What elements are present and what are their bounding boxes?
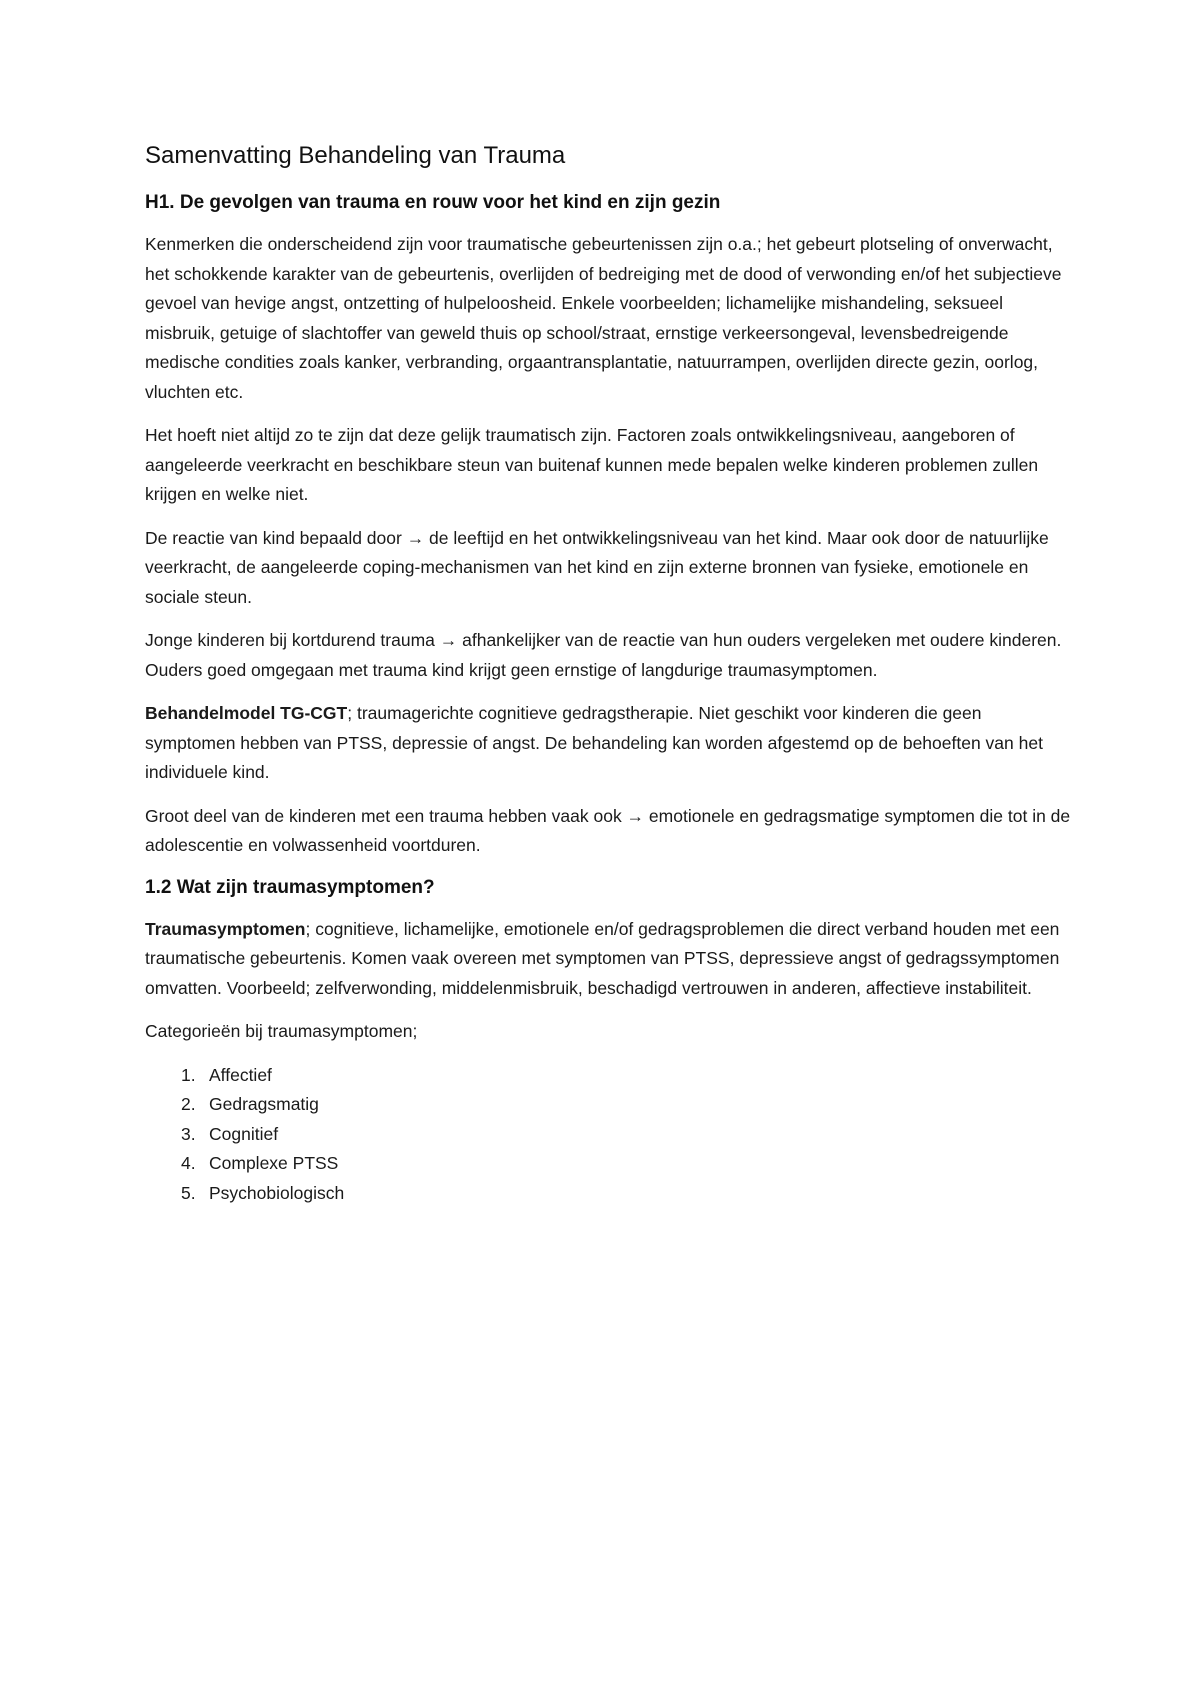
document-page	[145, 140, 1075, 1208]
list-item-label: Gedragsmatig	[209, 1094, 319, 1114]
paragraph-groot-deel: Groot deel van de kinderen met een trauma hebben vaak ook → emotionele en gedragsmatige symptomen die tot in de adolescentie en volwassenheid voortduren.	[145, 805, 1071, 855]
paragraph-factoren: Het hoeft niet altijd zo te zijn dat deze gelijk traumatisch zijn. Factoren zoals ontwikkelingsniveau, aangeboren of aangeleerde veerkracht en beschikbare steun van buitenaf kunnen mede bepalen welke kinderen problemen zullen krijgen en welke niet.	[145, 425, 1039, 504]
paragraph-reactie: De reactie van kind bepaald door → de leeftijd en het ontwikkelingsniveau van het kind. Maar ook door de natuurlijke veerkracht, de aangeleerde coping-mechanismen van het kind en zijn externe bronnen van fysieke, emotionele en sociale steun.	[145, 527, 1049, 607]
list-item-number: 3.	[181, 1123, 196, 1144]
list-item	[145, 1179, 1075, 1209]
list-item-label: Cognitief	[209, 1123, 279, 1144]
paragraph-categorieen: Categorieën bij traumasymptomen;	[145, 1021, 418, 1041]
list-item-label: Psychobiologisch	[209, 1182, 345, 1203]
paragraph-traumasymptomen	[145, 915, 1075, 1004]
paragraph-kenmerken: Kenmerken die onderscheidend zijn voor traumatische gebeurtenissen zijn o.a.; het gebeurt plotseling of onverwacht, het schokkende karakter van de gebeurtenis, overlijden of bedreiging met de dood of verwonding en/of het subjectieve gevoel van hevige angst, ontzetting of hulpeloosheid. Enkele voorbeelden; lichamelijke mishandeling, seksueel misbruik, getuige of slachtoffer van geweld thuis op school/straat, ernstige verkeersongeval, levensbedreigende medische condities zoals kanker, verbranding, orgaantransplantatie, natuurrampen, overlijden directe gezin, oorlog, vluchten etc.	[145, 234, 1062, 402]
categories-list	[145, 1061, 1075, 1209]
list-item	[145, 1090, 1075, 1120]
paragraph-traumasymptomen-text: ; cognitieve, lichamelijke, emotionele en/of gedragsproblemen die direct verband houden met een traumatische gebeurtenis. Komen vaak overeen met symptomen van PTSS, depressieve angst of gedragssymptomen omvatten. Voorbeeld; zelfverwonding, middelenmisbruik, beschadigd vertrouwen in anderen, affectieve instabiliteit.	[145, 918, 1060, 998]
list-item-number: 2.	[181, 1094, 196, 1114]
section-heading-h1: H1. De gevolgen van trauma en rouw voor het kind en zijn gezin	[145, 192, 721, 213]
paragraph-jonge-kinderen: Jonge kinderen bij kortdurend trauma → afhankelijker van de reactie van hun ouders vergeleken met oudere kinderen. Ouders goed omgegaan met trauma kind krijgt geen ernstige of langdurige traumasymptomen.	[145, 630, 1062, 680]
paragraph-behandelmodel-text: ; traumagerichte cognitieve gedragstherapie. Niet geschikt voor kinderen die geen symptomen hebben van PTSS, depressie of angst. De behandeling kan worden afgestemd op de behoeften van het individuele kind.	[145, 703, 1043, 782]
list-item-label: Complexe PTSS	[209, 1153, 339, 1173]
list-item-number: 5.	[181, 1182, 196, 1203]
document-title: Samenvatting Behandeling van Trauma	[145, 142, 566, 169]
term-traumasymptomen: Traumasymptomen	[145, 918, 306, 939]
paragraph-behandelmodel	[145, 699, 1075, 788]
section-heading-1-2: 1.2 Wat zijn traumasymptomen?	[145, 876, 435, 898]
list-item-number: 4.	[181, 1153, 196, 1173]
term-behandelmodel: Behandelmodel TG-CGT	[145, 703, 348, 723]
list-item-number: 1.	[181, 1064, 196, 1085]
list-item	[145, 1149, 1075, 1179]
list-item	[145, 1061, 1075, 1091]
list-item-label: Affectief	[209, 1064, 272, 1085]
list-item	[145, 1120, 1075, 1150]
